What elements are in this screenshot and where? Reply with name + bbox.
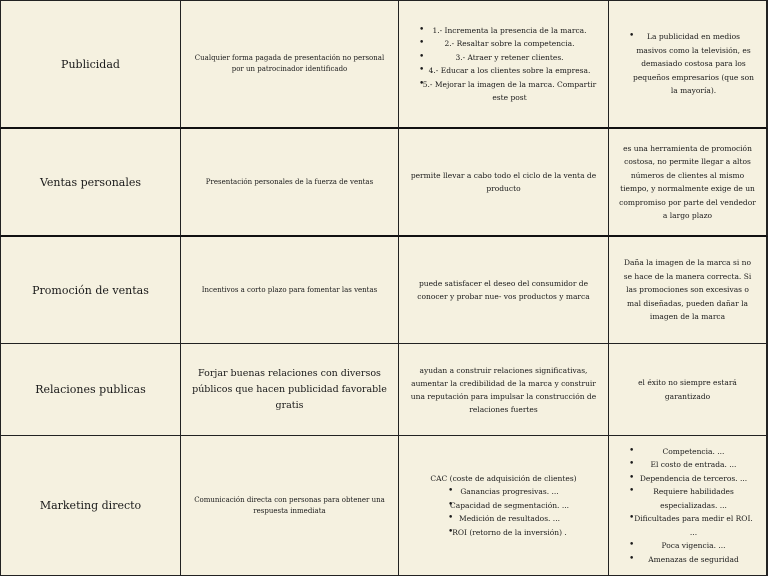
row-advantages-text: puede satisfacer el deseo del consumidor de conocer y probar nue- vos productos y marca [417,279,590,301]
list-item: • 3.- Atraer y retener clientes. [421,51,598,65]
row-advantages-text: ayudan a construir relaciones significativas, aumentar la credibilidad de la marca y construir una reputación para impulsar la construcción de relaciones fuertes [410,365,597,414]
row-name: Marketing directo [39,499,142,512]
list-item: • ROI (retorno de la inversión) . [450,526,569,540]
advantages-intro: CAC (coste de adquisición de clientes) [430,473,577,483]
row-disadvantages-text: es una herramienta de promoción costosa, no permite llegar a altos números de clientes al mismo tiempo, y normalmente exige de un compromiso por parte del vendedor a largo plazo [619,143,756,220]
row-name: Relaciones publicas [35,383,146,396]
disadvantages-list [619,445,756,567]
row-description-cell [181,344,399,436]
row-disadvantages-text: el éxito no siempre estará garantizado [638,378,737,401]
list-item: • 4.- Educar a los clientes sobre la empresa. [421,64,598,78]
list-item: • 2.- Resaltar sobre la competencia. [421,37,598,51]
row-name-cell [0,129,181,237]
row-description: Forjar buenas relaciones con diversos públicos que hacen publicidad favorable gratis [192,367,387,411]
list-item: • Dificultades para medir el ROI. ... [631,512,756,539]
row-description-cell [181,436,399,576]
list-item: • 5.- Mejorar la imagen de la marca. Compartir este post [421,78,598,105]
row-disadvantages-cell [609,344,768,436]
advantages-list [409,24,598,105]
row-description-cell [181,0,399,129]
row-name-cell [0,344,181,436]
row-disadvantages-cell [609,0,768,129]
disadvantages-list [619,30,756,98]
row-disadvantages-cell [609,237,768,344]
row-disadvantages-cell [609,129,768,237]
row-name-cell [0,0,181,129]
list-item: • Amenazas de seguridad [631,553,756,567]
list-item: • Requiere habilidades especializadas. ... [631,485,756,512]
list-item: • Ganancias progresivas. ... [450,485,569,499]
row-description: Cualquier forma pagada de presentación no personal por un patrocinador identificado [194,54,385,73]
advantages-block [409,472,598,540]
row-advantages-cell [399,436,609,576]
list-item: • El costo de entrada. ... [631,458,756,472]
row-description-cell [181,129,399,237]
row-description: Incentivos a corto plazo para fomentar las ventas [201,285,378,294]
list-item: • 1.- Incrementa la presencia de la marca. [421,24,598,38]
row-name-cell [0,237,181,344]
row-name: Publicidad [61,57,120,71]
list-item: • Medición de resultados. ... [450,512,569,526]
row-name: Promoción de ventas [32,283,149,297]
row-disadvantages-text: Daña la imagen de la marca si no se hace de la manera correcta. Si las promociones son excesivas o mal diseñadas, pueden dañar la imagen de la marca [623,258,752,322]
list-item: • La publicidad en medios masivos como la televisión, es demasiado costosa para los pequeños empresarios (que son la mayoría). [631,30,756,98]
row-advantages-cell [399,344,609,436]
list-item: • Capacidad de segmentación. ... [450,499,569,513]
row-advantages-text: permite llevar a cabo todo el ciclo de la venta de producto [410,171,597,193]
row-disadvantages-cell [609,436,768,576]
list-item: • Competencia. ... [631,445,756,459]
row-name-cell [0,436,181,576]
row-description-cell [181,237,399,344]
list-item: • Poca vigencia. ... [631,539,756,553]
row-description: Comunicación directa con personas para obtener una respuesta inmediata [194,495,385,515]
row-advantages-cell [399,0,609,129]
advantages-list [438,485,569,539]
row-name: Ventas personales [39,175,142,189]
row-advantages-cell [399,129,609,237]
row-description: Presentación personales de la fuerza de ventas [205,177,374,186]
list-item: • Dependencia de terceros. ... [631,472,756,486]
row-advantages-cell [399,237,609,344]
